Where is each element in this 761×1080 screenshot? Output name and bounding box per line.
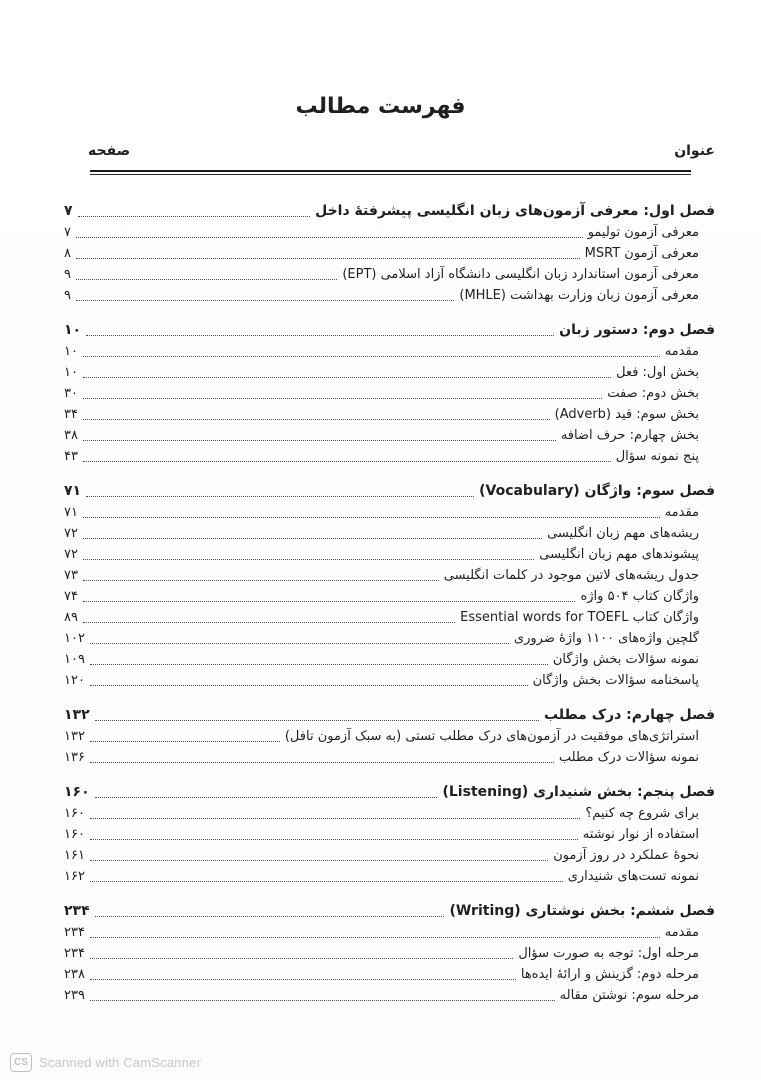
- toc-item-row: [64, 341, 715, 362]
- item-label: پنج نمونه سؤال: [615, 449, 699, 464]
- dot-leader: [90, 684, 528, 686]
- toc-item-row: [64, 586, 715, 607]
- item-label: معرفی آزمون استاندارد زبان انگلیسی دانشگاه آزاد اسلامی (EPT): [342, 267, 699, 282]
- item-page-number: ۳۴: [64, 407, 78, 422]
- toc-chapter-row: [64, 705, 715, 726]
- item-label: معرفی آزمون MSRT: [584, 246, 699, 261]
- item-label: گلچین واژه‌های ۱۱۰۰ واژهٔ ضروری: [513, 631, 699, 646]
- item-label: بخش چهارم: حرف اضافه: [560, 428, 699, 443]
- dot-leader: [90, 936, 660, 938]
- item-page-number: ۷۳: [64, 568, 78, 583]
- item-label: نحوهٔ عملکرد در روز آزمون: [553, 848, 699, 863]
- toc-header-row: [64, 143, 715, 165]
- item-label: ریشه‌های مهم زبان انگلیسی: [547, 526, 699, 541]
- item-label: مقدمه: [664, 505, 699, 520]
- toc-item-row: [64, 285, 715, 306]
- item-label: بخش سوم: قید (Adverb): [554, 407, 699, 422]
- item-label: واژگان کتاب Essential words for TOEFL: [460, 610, 699, 625]
- toc-chapter-row: [64, 901, 715, 922]
- item-label: پیشوندهای مهم زبان انگلیسی: [539, 547, 699, 562]
- toc-chapter-row: [64, 481, 715, 502]
- toc-item-row: [64, 607, 715, 628]
- dot-leader: [90, 663, 548, 665]
- dot-leader: [76, 299, 454, 301]
- toc-item-row: [64, 565, 715, 586]
- chapter-label: فصل اول: معرفی آزمون‌های زبان انگلیسی پیشرفتهٔ داخل: [315, 203, 715, 219]
- item-label: پاسخنامه سؤالات بخش واژگان: [532, 673, 699, 688]
- dot-leader: [83, 439, 556, 441]
- toc-item-row: [64, 985, 715, 1006]
- chapter-label: فصل چهارم: درک مطلب: [543, 707, 715, 723]
- toc-item-row: [64, 523, 715, 544]
- item-label: بخش دوم: صفت: [607, 386, 699, 401]
- toc-item-row: [64, 628, 715, 649]
- item-label: مرحله اول: توجه به صورت سؤال: [518, 946, 699, 961]
- toc-item-row: [64, 425, 715, 446]
- toc-item-row: [64, 264, 715, 285]
- dot-leader: [90, 978, 516, 980]
- chapter-page-number: ۱۳۲: [64, 707, 90, 723]
- dot-leader: [83, 397, 602, 399]
- item-page-number: ۳۸: [64, 428, 78, 443]
- dot-leader: [90, 999, 555, 1001]
- camscanner-logo-icon: CS: [10, 1053, 32, 1072]
- item-page-number: ۹: [64, 288, 71, 303]
- item-label: مرحله دوم: گزینش و ارائهٔ ایده‌ها: [520, 967, 699, 982]
- toc-section: [64, 481, 715, 691]
- dot-leader: [90, 838, 578, 840]
- item-page-number: ۱۳۶: [64, 750, 85, 765]
- item-page-number: ۲۳۴: [64, 946, 85, 961]
- dot-leader: [90, 642, 509, 644]
- item-page-number: ۱۰۲: [64, 631, 85, 646]
- dot-leader: [90, 740, 280, 742]
- item-page-number: ۱۰: [64, 344, 78, 359]
- item-page-number: ۱۶۱: [64, 848, 85, 863]
- item-page-number: ۱۳۲: [64, 729, 85, 744]
- toc-chapter-row: [64, 320, 715, 341]
- item-page-number: ۷۲: [64, 526, 78, 541]
- dot-leader: [83, 460, 611, 462]
- toc-chapter-row: [64, 201, 715, 222]
- dot-leader: [83, 516, 660, 518]
- item-label: مرحله سوم: نوشتن مقاله: [559, 988, 699, 1003]
- item-label: معرفی آزمون زبان وزارت بهداشت (MHLE): [459, 288, 699, 303]
- toc-item-row: [64, 362, 715, 383]
- item-page-number: ۲۳۸: [64, 967, 85, 982]
- dot-leader: [83, 418, 550, 420]
- item-page-number: ۲۳۴: [64, 925, 85, 940]
- column-title-label: عنوان: [674, 143, 715, 159]
- dot-leader: [76, 278, 337, 280]
- toc-item-row: [64, 922, 715, 943]
- chapter-label: فصل ششم: بخش نوشتاری (Writing): [449, 903, 715, 919]
- dot-leader: [76, 257, 580, 259]
- item-label: استفاده از نوار نوشته: [582, 827, 699, 842]
- dot-leader: [90, 859, 548, 861]
- toc-item-row: [64, 866, 715, 887]
- dot-leader: [95, 796, 438, 798]
- item-label: مقدمه: [664, 925, 699, 940]
- dot-leader: [86, 495, 474, 497]
- toc-section: [64, 201, 715, 306]
- chapter-page-number: ۱۰: [64, 322, 82, 338]
- chapter-page-number: ۷۱: [64, 483, 82, 499]
- page-title: فهرست مطالب: [295, 94, 466, 119]
- toc-item-row: [64, 845, 715, 866]
- dot-leader: [95, 719, 539, 721]
- toc-item-row: [64, 404, 715, 425]
- dot-leader: [86, 334, 554, 336]
- item-label: بخش اول: فعل: [616, 365, 699, 380]
- toc-list: [64, 201, 715, 1006]
- camscanner-text: Scanned with CamScanner: [39, 1055, 202, 1070]
- toc-section: [64, 320, 715, 467]
- item-label: جدول ریشه‌های لاتین موجود در کلمات انگلیسی: [443, 568, 699, 583]
- toc-item-row: [64, 502, 715, 523]
- item-page-number: ۹: [64, 267, 71, 282]
- toc-item-row: [64, 964, 715, 985]
- toc-item-row: [64, 747, 715, 768]
- item-page-number: ۱۶۲: [64, 869, 85, 884]
- toc-item-row: [64, 383, 715, 404]
- dot-leader: [83, 600, 576, 602]
- item-page-number: ۱۰۹: [64, 652, 85, 667]
- item-page-number: ۸: [64, 246, 71, 261]
- chapter-page-number: ۷: [64, 203, 73, 219]
- dot-leader: [90, 957, 513, 959]
- item-label: واژگان کتاب ۵۰۴ واژه: [580, 589, 699, 604]
- item-page-number: ۸۹: [64, 610, 78, 625]
- toc-section: [64, 782, 715, 887]
- item-label: مقدمه: [664, 344, 699, 359]
- toc-item-row: [64, 670, 715, 691]
- toc-item-row: [64, 649, 715, 670]
- dot-leader: [76, 236, 583, 238]
- chapter-label: فصل پنجم: بخش شنیداری (Listening): [442, 784, 715, 800]
- dot-leader: [95, 915, 445, 917]
- dot-leader: [78, 215, 311, 217]
- item-label: استراتژی‌های موفقیت در آزمون‌های درک مطلب تستی (به سبک آزمون تافل): [284, 729, 699, 744]
- item-page-number: ۲۳۹: [64, 988, 85, 1003]
- camscanner-watermark: [10, 1053, 201, 1072]
- dot-leader: [90, 880, 563, 882]
- chapter-label: فصل دوم: دستور زبان: [559, 322, 715, 338]
- toc-section: [64, 901, 715, 1006]
- chapter-page-number: ۱۶۰: [64, 784, 90, 800]
- item-label: معرفی آزمون تولیمو: [587, 225, 699, 240]
- toc-content: [64, 143, 715, 1006]
- item-page-number: ۳۰: [64, 386, 78, 401]
- item-page-number: ۴۳: [64, 449, 78, 464]
- dot-leader: [83, 558, 534, 560]
- chapter-page-number: ۲۳۴: [64, 903, 90, 919]
- item-label: نمونه تست‌های شنیداری: [567, 869, 699, 884]
- toc-item-row: [64, 446, 715, 467]
- toc-item-row: [64, 243, 715, 264]
- item-page-number: ۷: [64, 225, 71, 240]
- item-page-number: ۷۴: [64, 589, 78, 604]
- item-page-number: ۱۰: [64, 365, 78, 380]
- dot-leader: [83, 537, 542, 539]
- toc-item-row: [64, 544, 715, 565]
- dot-leader: [83, 579, 439, 581]
- item-label: نمونه سؤالات درک مطلب: [558, 750, 699, 765]
- toc-chapter-row: [64, 782, 715, 803]
- item-page-number: ۱۶۰: [64, 806, 85, 821]
- item-page-number: ۷۲: [64, 547, 78, 562]
- toc-item-row: [64, 943, 715, 964]
- toc-item-row: [64, 824, 715, 845]
- dot-leader: [83, 621, 455, 623]
- item-page-number: ۷۱: [64, 505, 78, 520]
- chapter-label: فصل سوم: واژگان (Vocabulary): [479, 483, 715, 499]
- header-divider: [90, 170, 691, 175]
- dot-leader: [83, 355, 660, 357]
- item-label: برای شروع چه کنیم؟: [585, 806, 699, 821]
- dot-leader: [90, 817, 580, 819]
- toc-item-row: [64, 222, 715, 243]
- toc-item-row: [64, 726, 715, 747]
- column-page-label: صفحه: [88, 143, 131, 159]
- dot-leader: [83, 376, 611, 378]
- item-label: نمونه سؤالات بخش واژگان: [552, 652, 699, 667]
- item-page-number: ۱۶۰: [64, 827, 85, 842]
- item-page-number: ۱۲۰: [64, 673, 85, 688]
- dot-leader: [90, 761, 554, 763]
- toc-item-row: [64, 803, 715, 824]
- toc-section: [64, 705, 715, 768]
